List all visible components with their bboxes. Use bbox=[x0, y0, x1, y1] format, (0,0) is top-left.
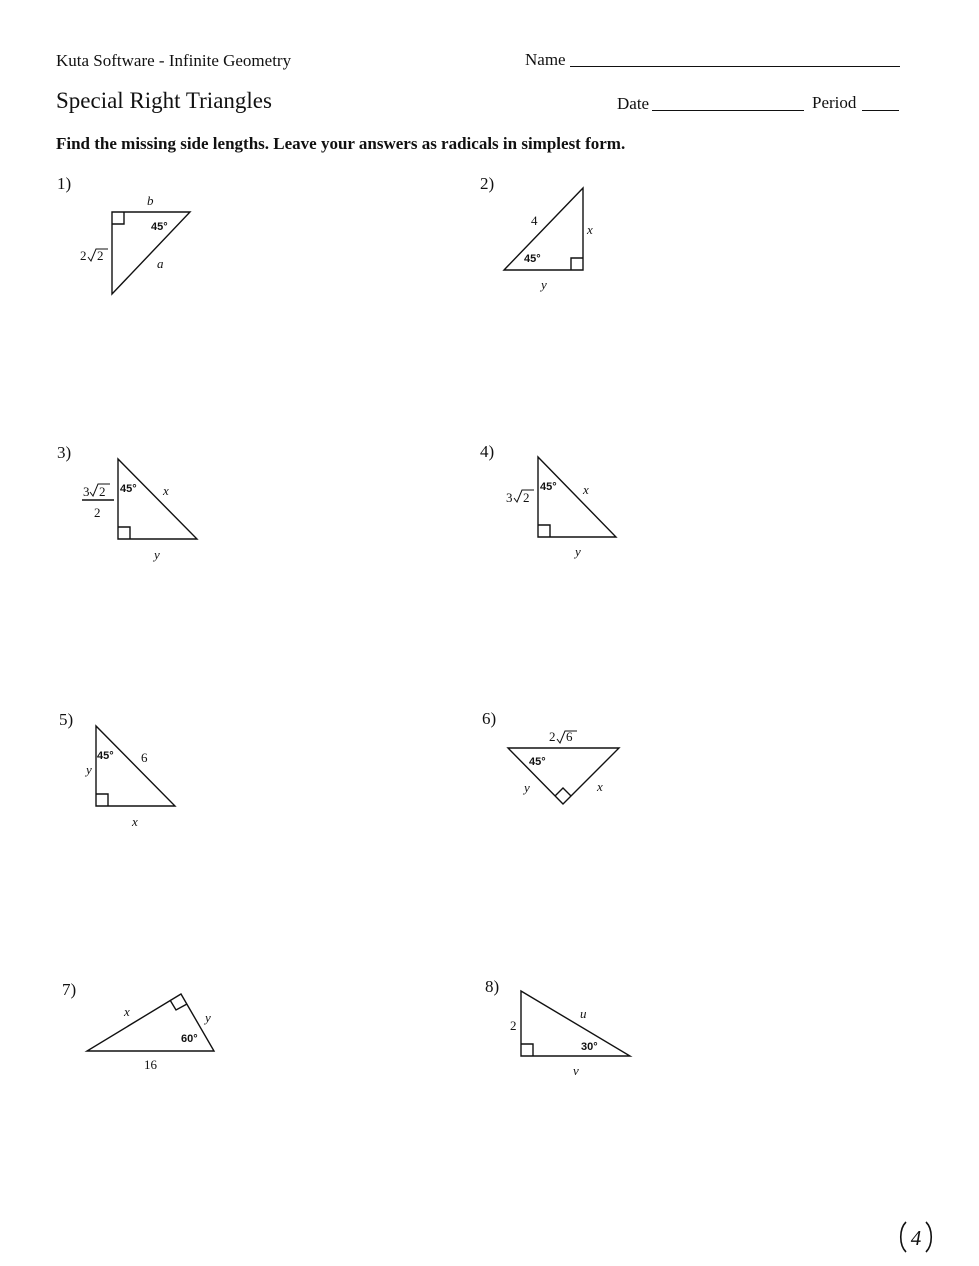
problem-5-triangle bbox=[96, 726, 175, 806]
problem-3-frac-den: 2 bbox=[94, 505, 101, 520]
problem-2-angle: 45° bbox=[524, 253, 541, 265]
problem-7-label-y: y bbox=[205, 1010, 211, 1025]
problem-2-number: 2) bbox=[480, 174, 495, 193]
right-angle-mark bbox=[170, 1000, 187, 1010]
problem-6-coef: 2 bbox=[549, 729, 556, 744]
problem-5-label-x: x bbox=[132, 814, 138, 829]
problem-7-label-x: x bbox=[124, 1004, 130, 1019]
page-mark-digit: 4 bbox=[910, 1226, 922, 1250]
problem-8-label-u: u bbox=[580, 1006, 587, 1021]
problem-7-angle: 60° bbox=[181, 1033, 198, 1045]
instructions: Find the missing side lengths. Leave your answers as radicals in simplest form. bbox=[56, 134, 626, 153]
problem-5-label-y: y bbox=[86, 762, 92, 777]
problem-1-number: 1) bbox=[57, 174, 72, 193]
problem-1-coef: 2 bbox=[80, 248, 87, 263]
problem-7-number: 7) bbox=[62, 980, 77, 999]
right-angle-mark bbox=[112, 212, 124, 224]
name-label: Name bbox=[525, 50, 566, 69]
right-angle-mark bbox=[555, 788, 571, 796]
problem-4-number: 4) bbox=[480, 442, 495, 461]
problem-3-label-y: y bbox=[154, 547, 160, 562]
problem-3-angle: 45° bbox=[120, 483, 137, 495]
problem-8-angle: 30° bbox=[581, 1041, 598, 1053]
problem-3-triangle bbox=[118, 459, 197, 539]
problem-6-label-x: x bbox=[597, 779, 603, 794]
period-label: Period bbox=[812, 93, 857, 112]
problem-6-radicand: 6 bbox=[566, 729, 573, 744]
problem-6-number: 6) bbox=[482, 709, 497, 728]
problem-8-label-2: 2 bbox=[510, 1018, 517, 1033]
problem-4-label-y: y bbox=[575, 544, 581, 559]
problem-3-number: 3) bbox=[57, 443, 72, 462]
problem-6-angle: 45° bbox=[529, 756, 546, 768]
problem-2-label-x: x bbox=[587, 222, 593, 237]
problem-8-label-v: v bbox=[573, 1063, 579, 1078]
problem-1-angle: 45° bbox=[151, 221, 168, 233]
problem-7-label-16: 16 bbox=[144, 1057, 157, 1072]
problem-8-triangle bbox=[521, 991, 630, 1056]
problem-6-label-y: y bbox=[524, 780, 530, 795]
problem-4-angle: 45° bbox=[540, 481, 557, 493]
problem-2-label-hyp: 4 bbox=[531, 213, 538, 228]
right-angle-mark bbox=[96, 794, 108, 806]
problem-8-number: 8) bbox=[485, 977, 500, 996]
problem-4-triangle bbox=[538, 457, 616, 537]
problem-3-label-x: x bbox=[163, 483, 169, 498]
right-angle-mark bbox=[118, 527, 130, 539]
handwritten-page-mark bbox=[896, 1219, 936, 1260]
problem-5-angle: 45° bbox=[97, 750, 114, 762]
worksheet-title: Special Right Triangles bbox=[56, 88, 272, 113]
problem-1-radicand: 2 bbox=[97, 248, 104, 263]
problem-5-number: 5) bbox=[59, 710, 74, 729]
problem-4-radicand: 2 bbox=[523, 490, 530, 505]
problem-4-label-x: x bbox=[583, 482, 589, 497]
problem-6-triangle bbox=[508, 748, 619, 804]
right-angle-mark bbox=[571, 258, 583, 270]
right-angle-mark bbox=[521, 1044, 533, 1056]
date-label: Date bbox=[617, 94, 650, 113]
problem-2-label-y: y bbox=[541, 277, 547, 292]
right-angle-mark bbox=[538, 525, 550, 537]
problem-1-label-a: a bbox=[157, 256, 164, 271]
publisher-line: Kuta Software - Infinite Geometry bbox=[56, 51, 292, 70]
problem-3-frac-radicand: 2 bbox=[99, 484, 106, 499]
problem-2-triangle bbox=[504, 188, 583, 270]
problem-3-frac-coef: 3 bbox=[83, 484, 90, 499]
problem-4-coef: 3 bbox=[506, 490, 513, 505]
problem-5-label-hyp: 6 bbox=[141, 750, 148, 765]
problem-1-label-b: b bbox=[147, 193, 154, 208]
